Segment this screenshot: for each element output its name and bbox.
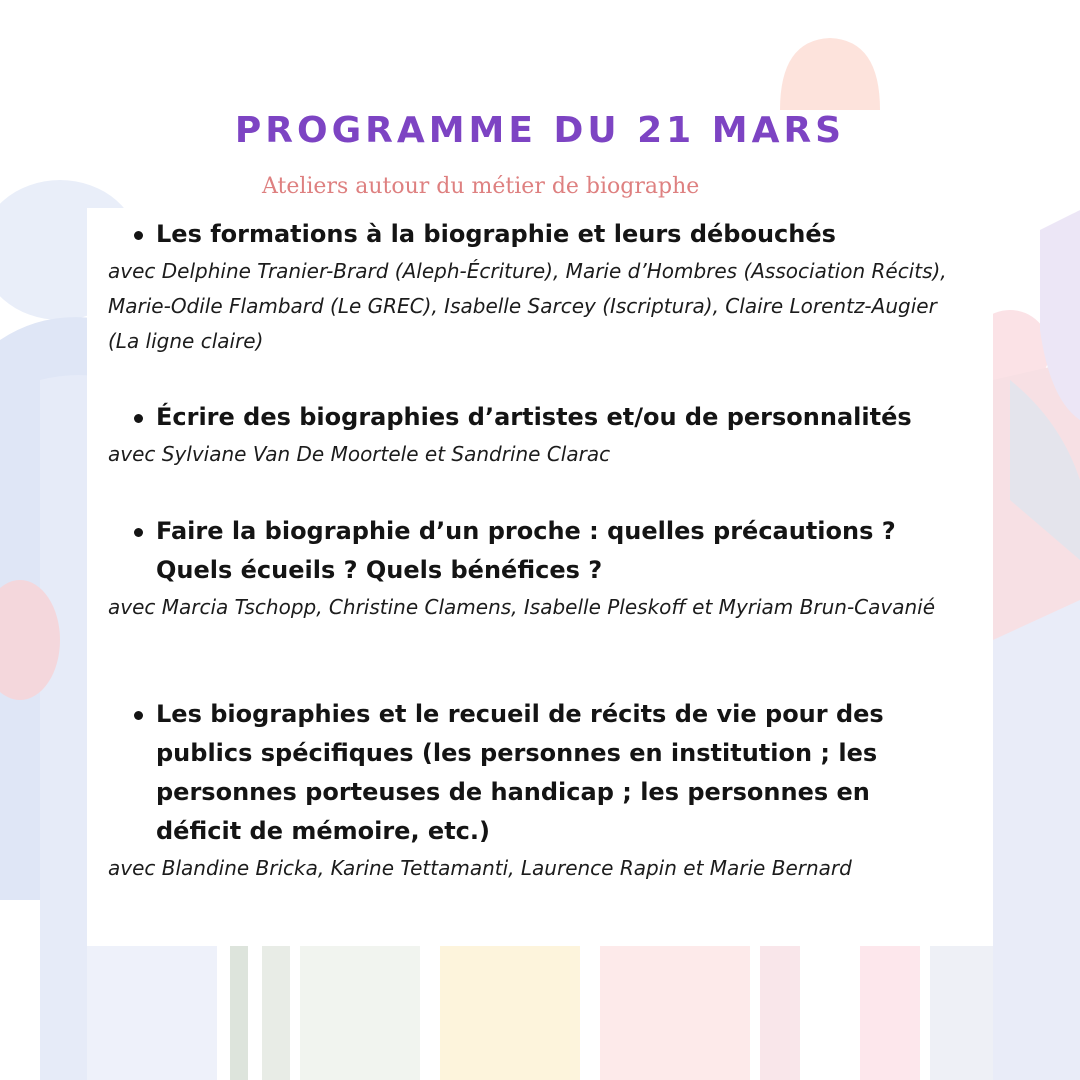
workshop-speakers: avec Blandine Bricka, Karine Tettamanti, Laurence Rapin et Marie Bernard [108,856,852,880]
workshop-item [108,512,958,625]
page-subtitle: Ateliers autour du métier de biographe [262,174,700,199]
bullet-icon [134,231,143,240]
workshop-speakers: avec Marcia Tschopp, Christine Clamens, Isabelle Pleskoff et Myriam Brun-Cavanié [108,595,936,619]
workshop-item [108,695,958,886]
workshop-title: Les formations à la biographie et leurs débouchés [108,215,958,254]
workshop-speakers: avec Delphine Tranier-Brard (Aleph-Écriture), Marie d’Hombres (Association Récits), Marie-Odile Flambard (Le GREC), Isabelle Sarcey (Iscriptura), Claire Lorentz-Augier (La ligne claire) [108,259,947,353]
workshop-title: Écrire des biographies d’artistes et/ou de personnalités [108,398,958,437]
bullet-icon [134,711,143,720]
workshop-speakers: avec Sylviane Van De Moortele et Sandrine Clarac [108,442,611,466]
workshop-item [108,398,958,472]
workshop-title: Faire la biographie d’un proche : quelles précautions ? Quels écueils ? Quels bénéfices ? [108,512,958,590]
bullet-icon [134,414,143,423]
page-title: PROGRAMME DU 21 MARS [234,110,846,151]
workshop-title: Les biographies et le recueil de récits de vie pour des publics spécifiques (les personnes en institution ; les personnes porteuses de handicap ; les personnes en déficit de mémoire, etc.) [108,695,958,851]
bullet-icon [134,528,143,537]
workshop-item [108,215,958,359]
